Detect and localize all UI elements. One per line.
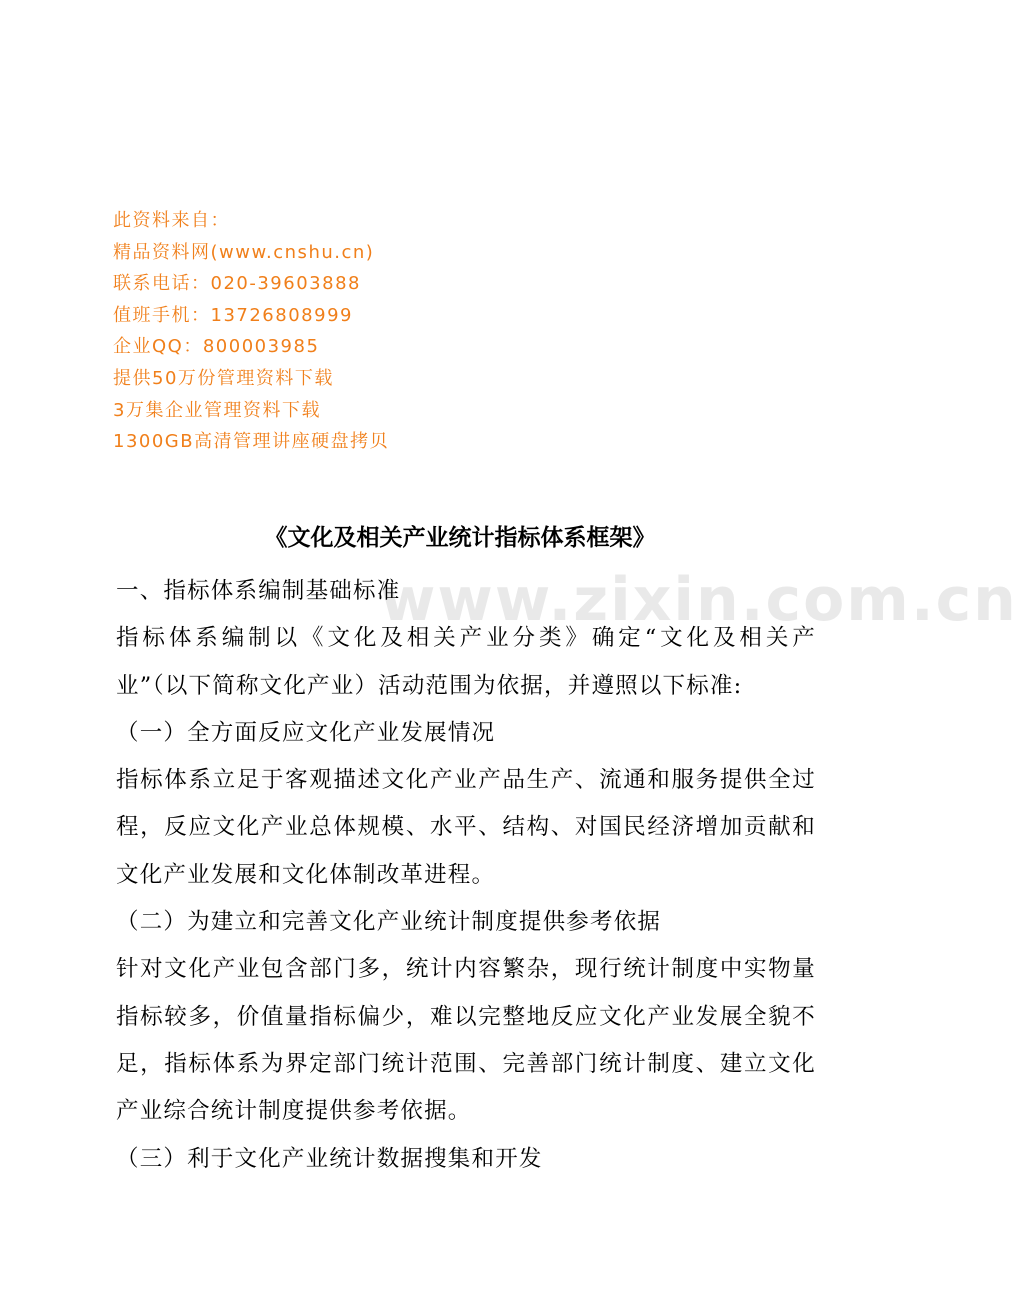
source-mobile: 值班手机：13726808999 [113,304,353,326]
section-heading-1: 一、指标体系编制基础标准 [116,578,401,604]
source-qq: 企业QQ：800003985 [113,336,320,358]
watermark: www.zixin.com.cn [380,565,1018,635]
source-info-block [113,205,813,458]
source-phone: 联系电话：020-39603888 [113,273,361,295]
source-label: 此资料来自： [113,210,230,231]
source-website: 精品资料网(www.cnshu.cn) [113,241,375,263]
source-offer-1: 提供50万份管理资料下载 [113,367,334,389]
source-offer-2: 3万集企业管理资料下载 [113,399,321,421]
document-body [116,568,816,1183]
subsection-heading-2: （二）为建立和完善文化产业统计制度提供参考依据 [116,909,662,936]
body-paragraph: 指标体系立足于客观描述文化产业产品生产、流通和服务提供全过程，反应文化产业总体规模、水平、结构、对国民经济增加贡献和文化产业发展和文化体制改革进程。 [116,767,816,888]
subsection-heading-1: （一）全方面反应文化产业发展情况 [116,719,496,746]
document-title: 《文化及相关产业统计指标体系框架》 [264,525,656,551]
source-offer-3: 1300GB高清管理讲座硬盘拷贝 [113,431,390,453]
subsection-heading-3: （三）利于文化产业统计数据搜集和开发 [116,1145,543,1172]
body-paragraph: 指标体系编制以《文化及相关产业分类》确定“文化及相关产业”（以下简称文化产业）活动范围为依据，并遵照以下标准: [116,625,816,699]
body-paragraph: 针对文化产业包含部门多，统计内容繁杂，现行统计制度中实物量指标较多，价值量指标偏少，难以完整地反应文化产业发展全貌不足，指标体系为界定部门统计范围、完善部门统计制度、建立文化产业综合统计制度提供参考依据。 [116,956,816,1125]
